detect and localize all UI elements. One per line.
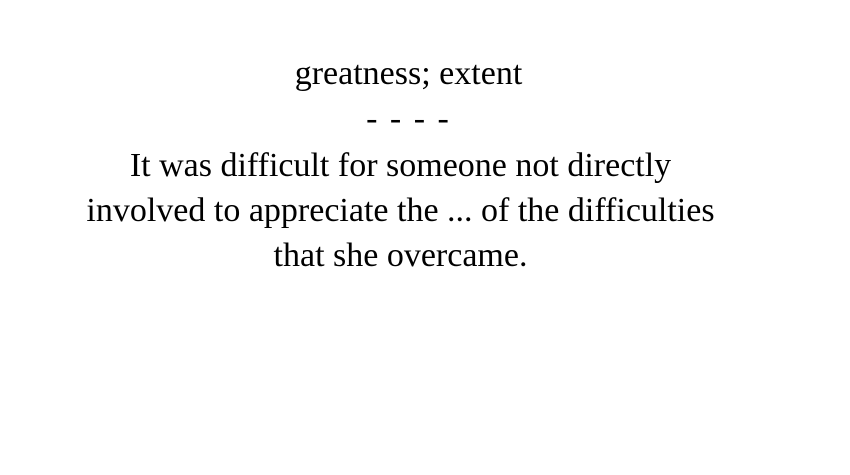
example-sentence xyxy=(0,143,801,278)
example-sentence-line: involved to appreciate the ... of the difficulties xyxy=(86,192,715,229)
definition-text: greatness; extent xyxy=(294,55,523,92)
separator-dashes: - - - - xyxy=(366,100,451,137)
example-sentence-line: It was difficult for someone not directly xyxy=(129,147,672,184)
example-sentence-line: that she overcame. xyxy=(273,237,528,274)
